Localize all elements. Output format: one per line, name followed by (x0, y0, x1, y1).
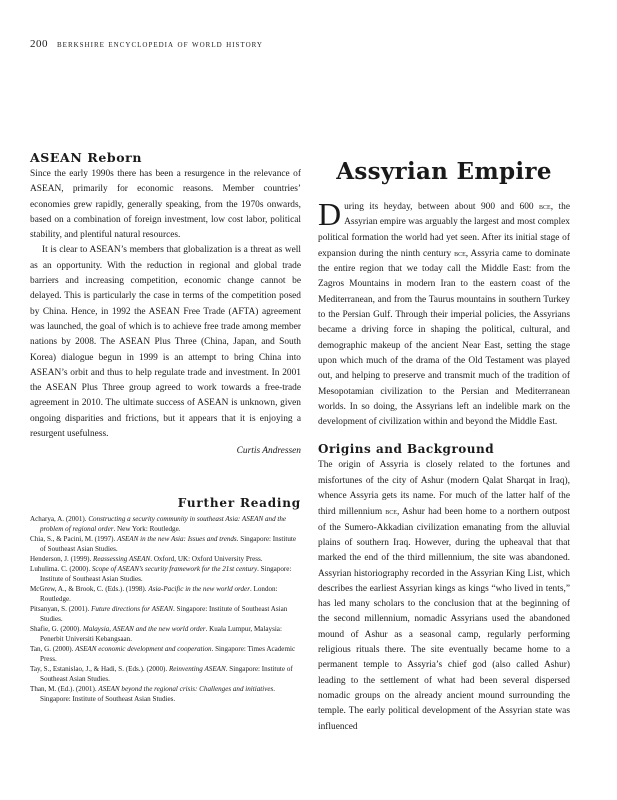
reference-item: Henderson, J. (1999). Reassessing ASEAN. Oxford, UK: Oxford University Press. (30, 555, 263, 564)
running-head (30, 38, 263, 50)
section-heading-origins: Origins and Background (318, 442, 495, 457)
article-title: Assyrian Empire (336, 158, 552, 185)
further-reading-heading: Further Reading (177, 496, 301, 511)
reference-item: Pitsanyan, S. (2001). Future directions for ASEAN. Singapore: Institute of Southeast Asian Studies. (30, 605, 288, 624)
reference-item: Tan, G. (2000). ASEAN economic development and cooperation. Singapore: Times Academic Press. (30, 645, 296, 664)
drop-cap: D (318, 196, 342, 232)
author-byline: Curtis Andressen (236, 446, 301, 457)
reference-list (30, 514, 301, 704)
reference-item: Luhulima. C. (2000). Scope of ASEAN’s security framework for the 21st century. Singapore: Institute of Southeast Asian Studies. (30, 565, 292, 584)
paragraph: It is clear to ASEAN’s members that globalization is a threat as well as an opportunity. With the reduction in regional and global trade barriers and increasing competition, economic change cannot be delayed. This is particularly the case in terms of the competition posed by China. Hence, in 1992 the ASEAN Free Trade (AFTA) agreement was launched, the goal of which is to achieve free trade among member nations by 2008. The ASEAN Plus Three (China, Japan, and South Korea) dialogue begun in 1999 is an attempt to bring China into ASEAN’s orbit and thus to help regulate trade and investment. In 2001 the ASEAN Plus Three group agreed to work towards a free-trade agreement in 2010. The ultimate success of ASEAN is unknown, given ongoing disparities and frictions, but it appears that it is enjoying a resurgent usefulness. (30, 245, 301, 440)
running-title: berkshire encyclopedia of world history (57, 39, 263, 50)
origins-paragraph: The origin of Assyria is closely related to the fortunes and misfortunes of the city of Ashur (modern Qalat Sharqat in Iraq), whence Assyria gets its name. For much of the latter half of the third millennium bce, Ashur had been home to a northern outpost of the Sumero-Akkadian civilization emanating from the alluvial plains of southern Iraq. However, during the upheaval that that marked the end of the third millennium, the site was abandoned. Assyrian historiography recorded in the Assyrian King List, which describes the earliest Assyrian kings as kings “who lived in tents,” has led many scholars to the conclusion that at the beginning of the second millennium, nomadic Assyrians used the abandoned mound of Ashur as a seasonal camp, regularly performing religious rituals there. The site eventually became home to a permanent temple to Assyria’s chief god (also called Ashur) leading to the settlement of what had been several dispersed nomadic groups on the already ancient mound surrounding the temple. The early political development of the Assyrian state was influenced (318, 460, 571, 732)
page-number: 200 (30, 38, 48, 50)
intro-paragraph: During its heyday, between about 900 and 600 bce, the Assyrian empire was arguably the largest and most complex political formation the world had yet seen. After its initial stage of expansion during the ninth century bce, Assyria came to dominate the entire region that we today call the Middle East: from the Zagros Mountains in modern Iran to the eastern coast of the Mediterranean, and from the Taurus mountains in southern Turkey to the Persian Gulf. Through their imperial policies, the Assyrians became a driving force in shaping the political, cultural, and demographic makeup of the ancient Near East, setting the stage upon which much of the drama of the Old Testament was played out, and helping to preserve and transmit much of the tradition of Mesopotamian civilization to the Persian and Mediterranean worlds. In so doing, the Assyrians left an indelible mark on the development of civilization within and beyond the Middle East. (318, 196, 570, 428)
reference-item: Tay, S., Estanislao, J., & Hadi, S. (Eds.). (2000). Reinventing ASEAN. Singapore: Institute of Southeast Asian Studies. (30, 665, 293, 684)
reference-item: Acharya, A. (2001). Constructing a security community in southeast Asia: ASEAN and the problem of regional order. New York: Routledge. (30, 515, 287, 534)
reference-item: Than, M. (Ed.). (2001). ASEAN beyond the regional crisis: Challenges and initiatives. Singapore: Institute of Southeast Asian Studies. (30, 685, 276, 704)
reference-item: Shafie, G. (2000). Malaysia, ASEAN and the new world order. Kuala Lumpur, Malaysia: Penerbit Universiti Kebangsaan. (30, 625, 282, 644)
right-column (318, 150, 570, 735)
paragraph: Since the early 1990s there has been a resurgence in the relevance of ASEAN, primarily for economic reasons. Member countries’ economies grew rapidly, generally speaking, from the 1970s onwards, based on a combination of foreign investment, low cost labor, political stability, and plentiful natural resources. (30, 169, 301, 241)
left-column (30, 150, 301, 704)
reference-item: Chia, S., & Pacini, M. (1997). ASEAN in the new Asia: Issues and trends. Singapore: Institute of Southeast Asian Studies. (30, 535, 297, 554)
section-heading-asean-reborn: ASEAN Reborn (30, 150, 143, 165)
reference-item: McGrew, A., & Brook, C. (Eds.). (1998). Asia-Pacific in the new world order. London: Routledge. (30, 585, 278, 604)
